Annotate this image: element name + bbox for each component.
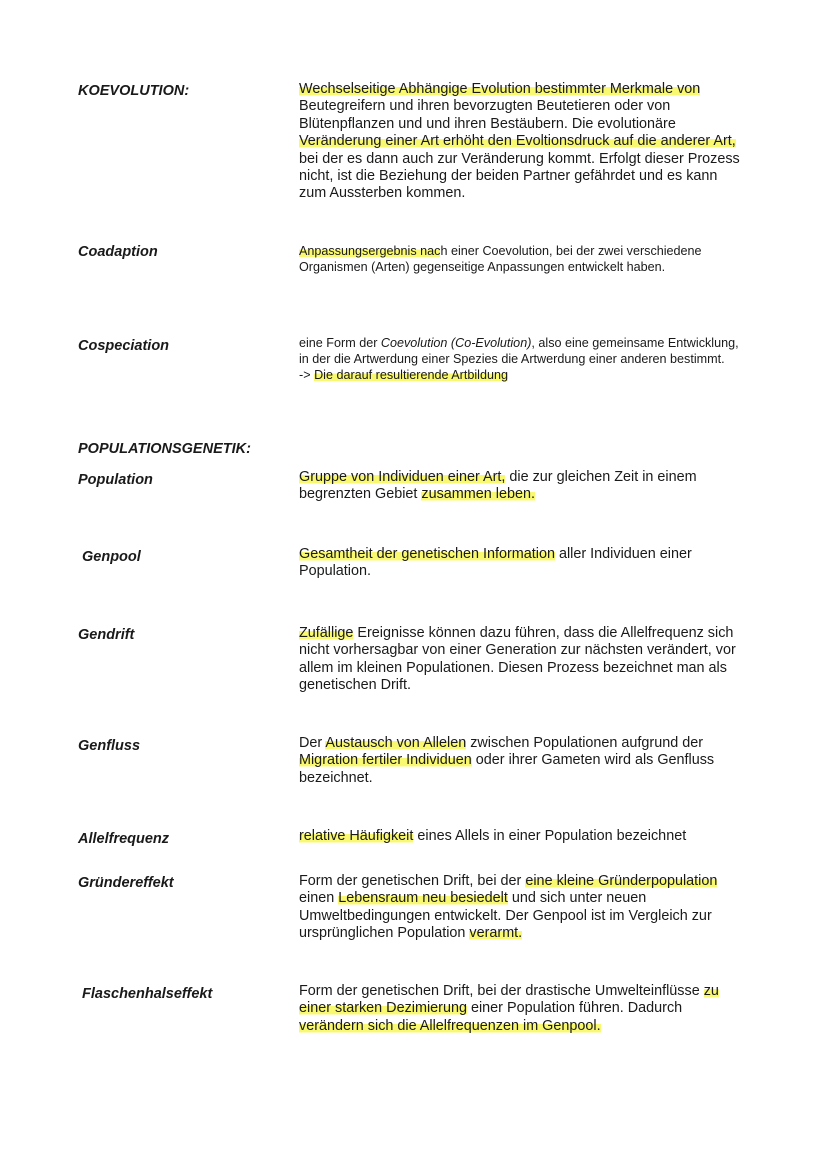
definition-gendrift [299,625,744,695]
text: und sich unter neuen Umweltbedingungen entwickelt. Der Genpool ist im Vergleich zur ursprünglichen Population [299,890,712,942]
highlight: Veränderung einer Art erhöht den Evoltionsdruck auf die anderer Art, [299,133,736,150]
highlight: eine kleine Gründerpopulation [525,873,718,889]
highlight: zusammen leben. [421,486,535,503]
highlight: Wechselseitige Abhängige Evolution bestimmter Merkmale von [299,81,701,97]
text: Form der genetischen Drift, bei der drastische Umwelteinflüsse [299,983,704,999]
highlight: zu einer starken Dezimierung [299,983,719,1017]
term-cospeciation: Cospeciation [78,338,170,354]
text: Der [299,735,326,751]
term-coadaption: Coadaption [78,244,158,260]
term-genpool: Genpool [82,549,141,565]
text: einen [299,890,339,907]
highlight: verändern sich die Allelfrequenzen im Genpool. [299,1017,601,1034]
text: Beutegreifern und ihren bevorzugten Beutetieren oder von Blütenpflanzen und und ihren Bestäubern. Die evolutionäre [299,98,676,132]
text: eines Allels in einer Population bezeichnet [413,828,687,844]
text: zwischen Populationen aufgrund der [466,735,704,751]
term-flaschenhalseffekt: Flaschenhalseffekt [82,986,213,1002]
text: -> [299,368,315,382]
definition-flaschenhalseffekt [299,983,744,1035]
text: Form der genetischen Drift, bei der [299,873,526,889]
highlight: Die darauf resultierende Artbildung [314,368,508,382]
definition-cospeciation [299,335,744,383]
section-heading-populationsgenetik: POPULATIONSGENETIK: [78,441,251,457]
section-heading-koevolution: KOEVOLUTION: [78,83,190,99]
highlight: Anpassungsergebnis nac [299,244,441,258]
definition-coadaption [299,243,744,275]
highlight: Zufällige [299,625,354,641]
definition-genfluss [299,735,744,787]
text: eine Form der [299,336,381,350]
highlight: Austausch von Allelen [325,735,467,751]
text: aller Individuen einer Population. [299,546,692,580]
term-population: Population [78,472,153,488]
highlight: relative Häufigkeit [299,828,414,844]
text: oder ihrer Gameten wird als Genfluss bezeichnet. [299,752,715,786]
term-gruendereffekt: Gründereffekt [78,875,174,891]
highlight: Migration fertiler Individuen [299,752,472,769]
term-gendrift: Gendrift [78,627,135,643]
text: einer Population führen. Dadurch [466,1000,683,1017]
definition-genpool [299,546,744,581]
text: , also eine gemeinsame Entwicklung, in der die Artwerdung einer Spezies die Artwerdung einer anderen bestimmt. [299,336,739,366]
text: bei der es dann auch zur Veränderung kommt. Erfolgt dieser Prozess nicht, ist die Beziehung der beiden Partner gefährdet und es kann zum Aussterben kommen. [299,150,740,202]
term-genfluss: Genfluss [78,738,141,754]
definition-allelfrequenz [299,828,744,845]
definition-koevolution [299,81,744,203]
highlight: Gesamtheit der genetischen Information [299,546,555,562]
definition-population [299,469,744,504]
text: die zur gleichen Zeit in einem begrenzten Gebiet [299,469,697,503]
highlight: verarmt. [469,925,523,942]
definition-gruendereffekt [299,873,744,943]
highlight: Lebensraum neu besiedelt [338,890,508,907]
highlight: Gruppe von Individuen einer Art, [299,469,506,485]
italic-text: Coevolution (Co-Evolution) [380,336,532,350]
term-allelfrequenz: Allelfrequenz [78,831,170,847]
text: h einer Coevolution, bei der zwei verschiedene Organismen (Arten) gegenseitige Anpassungen entwickelt haben. [299,244,702,274]
text: Ereignisse können dazu führen, dass die Allelfrequenz sich nicht vorhersagbar von einer Generation zur nächsten verändert, vor allem im kleinen Populationen. Diesen Prozess bezeichnet man als genetischen Drift. [299,625,736,694]
